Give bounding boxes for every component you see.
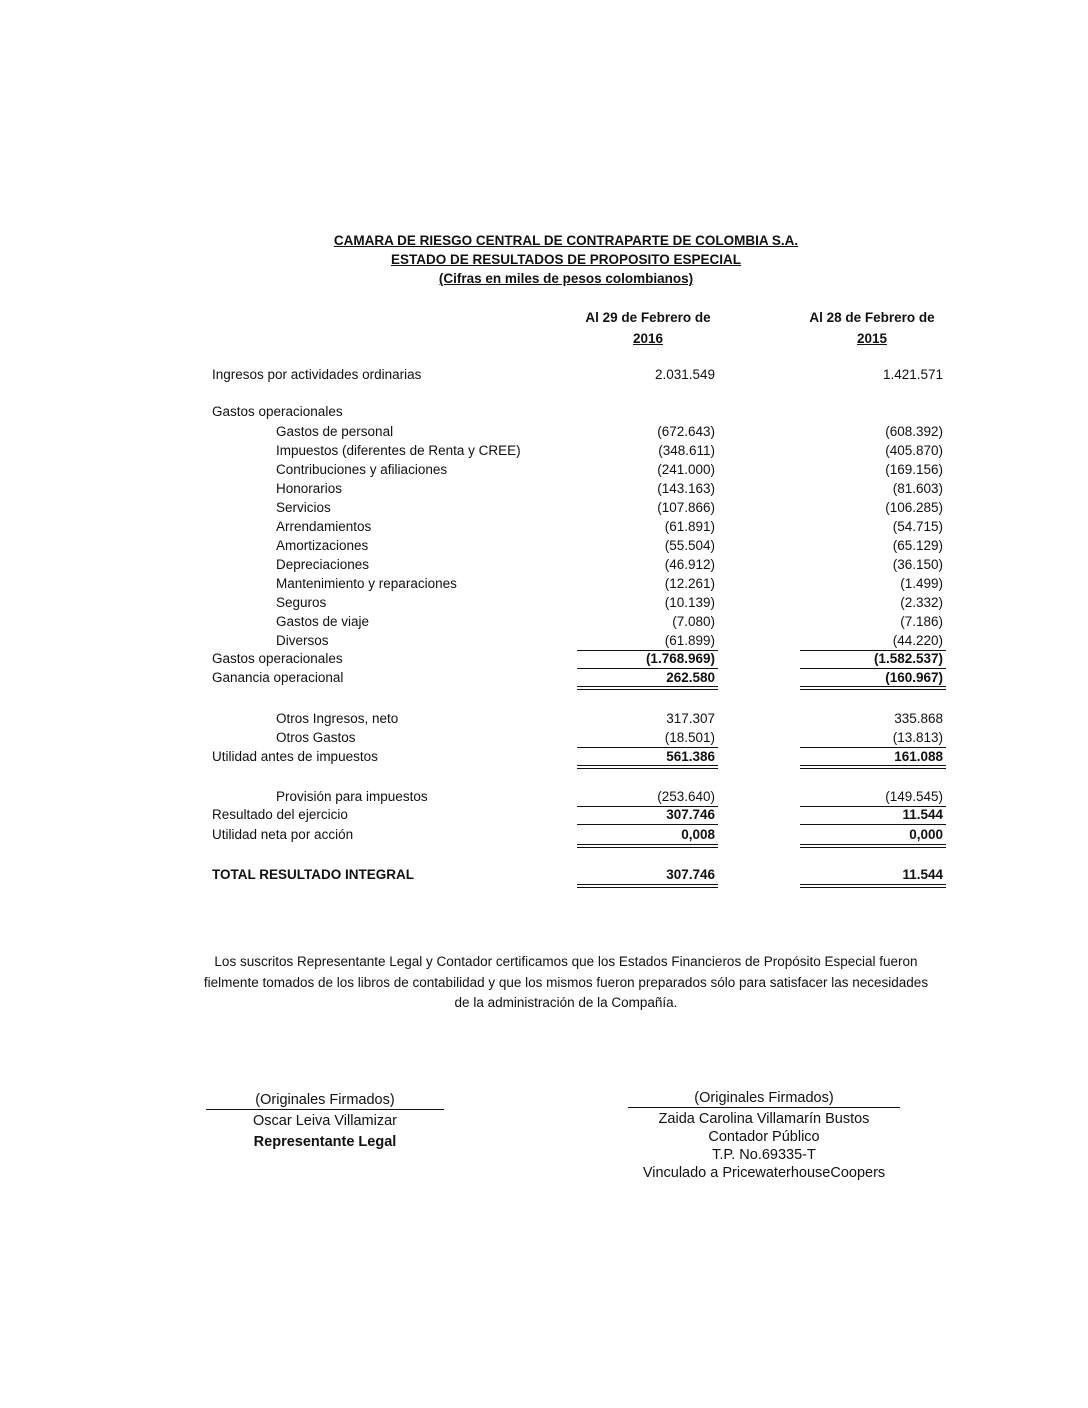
value-2016: (46.912) xyxy=(664,557,715,572)
value-2015: 0,000 xyxy=(909,827,943,842)
signatory-name: Zaida Carolina Villamarín Bustos xyxy=(658,1111,870,1127)
double-rule xyxy=(800,686,946,687)
value-2016: (241.000) xyxy=(657,462,715,477)
row-label: Gastos operacionales xyxy=(212,404,343,419)
value-2016: (7.080) xyxy=(672,614,715,629)
signatory-role: Contador Público xyxy=(708,1129,820,1145)
subtotal-rule xyxy=(577,824,718,825)
row-gastos-viaje xyxy=(0,614,1088,633)
value-2015: (149.545) xyxy=(885,789,943,804)
double-rule xyxy=(577,844,718,845)
row-gastos-header xyxy=(0,404,1088,423)
row-seguros xyxy=(0,595,1088,614)
certification-line: Los suscritos Representante Legal y Contador certificamos que los Estados Financieros de Propósito Especial fueron xyxy=(214,954,918,969)
subtotal-rule xyxy=(800,747,946,748)
units-note: (Cifras en miles de pesos colombianos) xyxy=(438,271,694,286)
value-2015: (2.332) xyxy=(900,595,943,610)
double-rule xyxy=(800,689,946,690)
double-rule xyxy=(800,847,946,848)
value-2016: (12.261) xyxy=(664,576,715,591)
column-year: 2015 xyxy=(856,331,888,346)
signature-legal-rep xyxy=(206,1091,444,1151)
row-label: Utilidad neta por acción xyxy=(212,827,354,842)
double-rule xyxy=(577,847,718,848)
column-header-2016 xyxy=(548,310,748,346)
row-label: Otros Gastos xyxy=(276,730,356,745)
value-2015: (405.870) xyxy=(885,443,943,458)
row-label: Diversos xyxy=(276,633,329,648)
row-label: Honorarios xyxy=(276,481,343,496)
row-servicios xyxy=(0,500,1088,519)
row-otros-ingresos xyxy=(0,711,1088,730)
value-2016: (61.899) xyxy=(664,633,715,648)
row-gastos-personal xyxy=(0,424,1088,443)
row-label: Contribuciones y afiliaciones xyxy=(276,462,448,477)
signed-note: (Originales Firmados) xyxy=(255,1092,395,1108)
signatory-affiliation: Vinculado a PricewaterhouseCoopers xyxy=(642,1165,886,1181)
row-label: Mantenimiento y reparaciones xyxy=(276,576,457,591)
value-2015: (36.150) xyxy=(892,557,943,572)
row-label: Seguros xyxy=(276,595,327,610)
value-2015: (54.715) xyxy=(892,519,943,534)
row-ingresos xyxy=(0,367,1088,386)
value-2016: (253.640) xyxy=(657,789,715,804)
row-label: Arrendamientos xyxy=(276,519,372,534)
value-2016: (348.611) xyxy=(658,443,715,458)
row-label: Amortizaciones xyxy=(276,538,369,553)
column-title: Al 28 de Febrero de xyxy=(809,310,935,325)
double-rule xyxy=(577,689,718,690)
row-label: Resultado del ejercicio xyxy=(212,807,348,822)
double-rule xyxy=(577,768,718,769)
value-2016: (55.504) xyxy=(664,538,715,553)
statement-title: ESTADO DE RESULTADOS DE PROPOSITO ESPECIAL xyxy=(390,252,742,267)
row-impuestos xyxy=(0,443,1088,462)
value-2016: (61.891) xyxy=(664,519,715,534)
value-2016: 307.746 xyxy=(666,867,715,882)
row-depreciaciones xyxy=(0,557,1088,576)
certification-line: de la administración de la Compañía. xyxy=(454,995,678,1010)
double-rule xyxy=(577,887,718,888)
value-2016: (143.163) xyxy=(657,481,715,496)
value-2015: (81.603) xyxy=(892,481,943,496)
column-header-2015 xyxy=(772,310,972,346)
double-rule xyxy=(577,884,718,885)
signatory-role: Representante Legal xyxy=(253,1134,397,1150)
value-2015: (608.392) xyxy=(885,424,943,439)
signature-line xyxy=(206,1109,444,1110)
double-rule xyxy=(800,844,946,845)
subtotal-rule xyxy=(577,668,718,669)
row-honorarios xyxy=(0,481,1088,500)
value-2016: (1.768.969) xyxy=(645,651,715,666)
value-2016: 0,008 xyxy=(681,827,715,842)
subtotal-rule xyxy=(800,824,946,825)
signatory-name: Oscar Leiva Villamizar xyxy=(253,1113,397,1129)
signatory-license: T.P. No.69335-T xyxy=(712,1147,816,1163)
value-2015: (65.129) xyxy=(892,538,943,553)
row-label: Servicios xyxy=(276,500,331,515)
row-label: Ingresos por actividades ordinarias xyxy=(212,367,422,382)
value-2016: 317.307 xyxy=(666,711,715,726)
subtotal-rule xyxy=(800,668,946,669)
row-contribuciones xyxy=(0,462,1088,481)
row-amortizaciones xyxy=(0,538,1088,557)
subtotal-rule xyxy=(577,747,718,748)
double-rule xyxy=(800,887,946,888)
value-2015: (1.499) xyxy=(900,576,943,591)
row-label: Gastos de personal xyxy=(276,424,394,439)
row-label: Provisión para impuestos xyxy=(276,789,428,804)
row-label: TOTAL RESULTADO INTEGRAL xyxy=(212,867,414,882)
row-arrendamientos xyxy=(0,519,1088,538)
value-2016: (107.866) xyxy=(657,500,715,515)
value-2015: 161.088 xyxy=(894,749,943,764)
value-2016: (672.643) xyxy=(657,424,715,439)
value-2015: 11.544 xyxy=(902,867,943,882)
row-label: Ganancia operacional xyxy=(212,670,344,685)
value-2015: (13.813) xyxy=(892,730,943,745)
row-label: Otros Ingresos, neto xyxy=(276,711,399,726)
value-2015: (1.582.537) xyxy=(873,651,943,666)
signed-note: (Originales Firmados) xyxy=(694,1090,834,1106)
column-year: 2016 xyxy=(632,331,664,346)
row-label: Gastos operacionales xyxy=(212,651,343,666)
value-2015: (106.285) xyxy=(885,500,943,515)
certification-text xyxy=(180,952,952,1014)
double-rule xyxy=(577,686,718,687)
value-2016: (10.139) xyxy=(664,595,715,610)
company-name: CAMARA DE RIESGO CENTRAL DE CONTRAPARTE DE COLOMBIA S.A. xyxy=(333,233,799,248)
double-rule xyxy=(800,884,946,885)
value-2015: 11.544 xyxy=(902,807,943,822)
row-label: Utilidad antes de impuestos xyxy=(212,749,378,764)
double-rule xyxy=(577,765,718,766)
value-2016: 262.580 xyxy=(666,670,715,685)
value-2015: (7.186) xyxy=(900,614,943,629)
row-label: Impuestos (diferentes de Renta y CREE) xyxy=(276,443,521,458)
signature-accountant xyxy=(628,1089,900,1182)
value-2015: (44.220) xyxy=(892,633,943,648)
value-2015: 1.421.571 xyxy=(882,367,943,382)
value-2016: (18.501) xyxy=(664,730,715,745)
double-rule xyxy=(800,768,946,769)
value-2015: (169.156) xyxy=(885,462,943,477)
row-label: Depreciaciones xyxy=(276,557,370,572)
double-rule xyxy=(800,765,946,766)
value-2016: 307.746 xyxy=(666,807,715,822)
value-2015: 335.868 xyxy=(894,711,943,726)
signature-line xyxy=(628,1107,900,1108)
value-2016: 561.386 xyxy=(666,749,715,764)
value-2015: (160.967) xyxy=(885,670,943,685)
certification-line: fielmente tomados de los libros de contabilidad y que los mismos fueron preparados sólo para satisfacer las necesidades xyxy=(203,974,929,990)
row-label: Gastos de viaje xyxy=(276,614,370,629)
value-2016: 2.031.549 xyxy=(654,367,715,382)
column-title: Al 29 de Febrero de xyxy=(585,310,711,325)
row-mantenimiento xyxy=(0,576,1088,595)
